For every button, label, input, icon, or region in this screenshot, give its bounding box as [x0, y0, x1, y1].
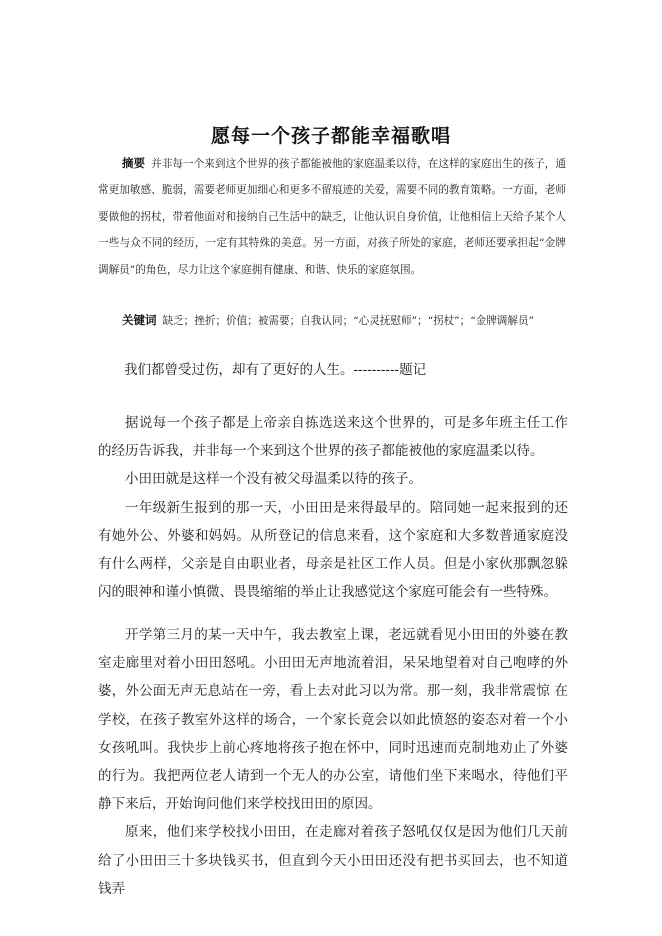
body-paragraph: 小田田就是这样一个没有被父母温柔以待的孩子。: [125, 471, 422, 488]
abstract-text: 并非每一个来到这个世界的孩子都能被他的家庭温柔以待，在这样的家庭出生的孩子，通常更加敏感、脆弱，需要老师更加细心和更多不留痕迹的关爱，需要不同的教育策略。一方面，老师要做他的拐杖，带着他面对和接纳自己生活中的缺乏，让他认识自身价值，让他相信上天给予某个人一些与众不同的经历，一定有其特殊的美意。另一方面，对孩子所处的家庭，老师还要承担起“金牌调解员”的角色，尽力让这个家庭拥有健康、和谐、快乐的家庭氛围。: [98, 158, 566, 276]
body-paragraph: 一年级新生报到的那一天，小田田是来得最早的。陪同她一起来报到的还有她外公、外婆和妈妈。从所登记的信息来看，这个家庭和大多数普通家庭没有什么两样，父亲是自由职业者，母亲是社区工作人员。但是小家伙那飘忽躲闪的眼神和谨小慎微、畏畏缩缩的举止让我感觉这个家庭可能会有一些特殊。: [98, 499, 568, 601]
keywords-label: 关键词: [122, 313, 157, 327]
body-paragraph: 原来，他们来学校找小田田，在走廊对着孩子怒吼仅仅是因为他们几天前给了小田田三十多块钱买书，但直到今天小田田还没有把书买回去，也不知道钱弄: [98, 824, 568, 897]
body-section-2: [98, 621, 568, 903]
abstract-label: 摘要: [122, 156, 146, 170]
keywords: [98, 307, 566, 334]
body-section-1: [98, 409, 568, 606]
body-paragraph: 开学第三月的某一天中午，我去教室上课，老远就看见小田田的外婆在教室走廊里对着小田田怒吼。小田田无声地流着泪，呆呆地望着对自己咆哮的外婆，外公面无声无息站在一旁，看上去对此习以为常。那一刻，我非常震惊 在学校，在孩子教室外这样的场合，一个家长竟会以如此愤怒的姿态对着一个小女孩吼叫。我快步上前心疼地将孩子抱在怀中，同时迅速而克制地劝止了外婆的行为。我把两位老人请到一个无人的办公室，请他们坐下来喝水，待他们平静下来后，开始询问他们来学校找田田的原因。: [98, 627, 568, 813]
keywords-text: 缺乏；挫折；价值；被需要；自我认同；“心灵抚慰师”；“拐杖”；“金牌调解员”: [162, 315, 534, 327]
abstract: [98, 150, 566, 283]
body-paragraph: 据说每一个孩子都是上帝亲自拣选送来这个世界的，可是多年班主任工作的经历告诉我，并非每一个来到这个世界的孩子都能被他的家庭温柔以待。: [98, 415, 568, 460]
epigraph: 我们都曾受过伤，却有了更好的人生。----------题记: [124, 362, 427, 378]
page-title: 愿每一个孩子都能幸福歌唱: [210, 125, 451, 147]
